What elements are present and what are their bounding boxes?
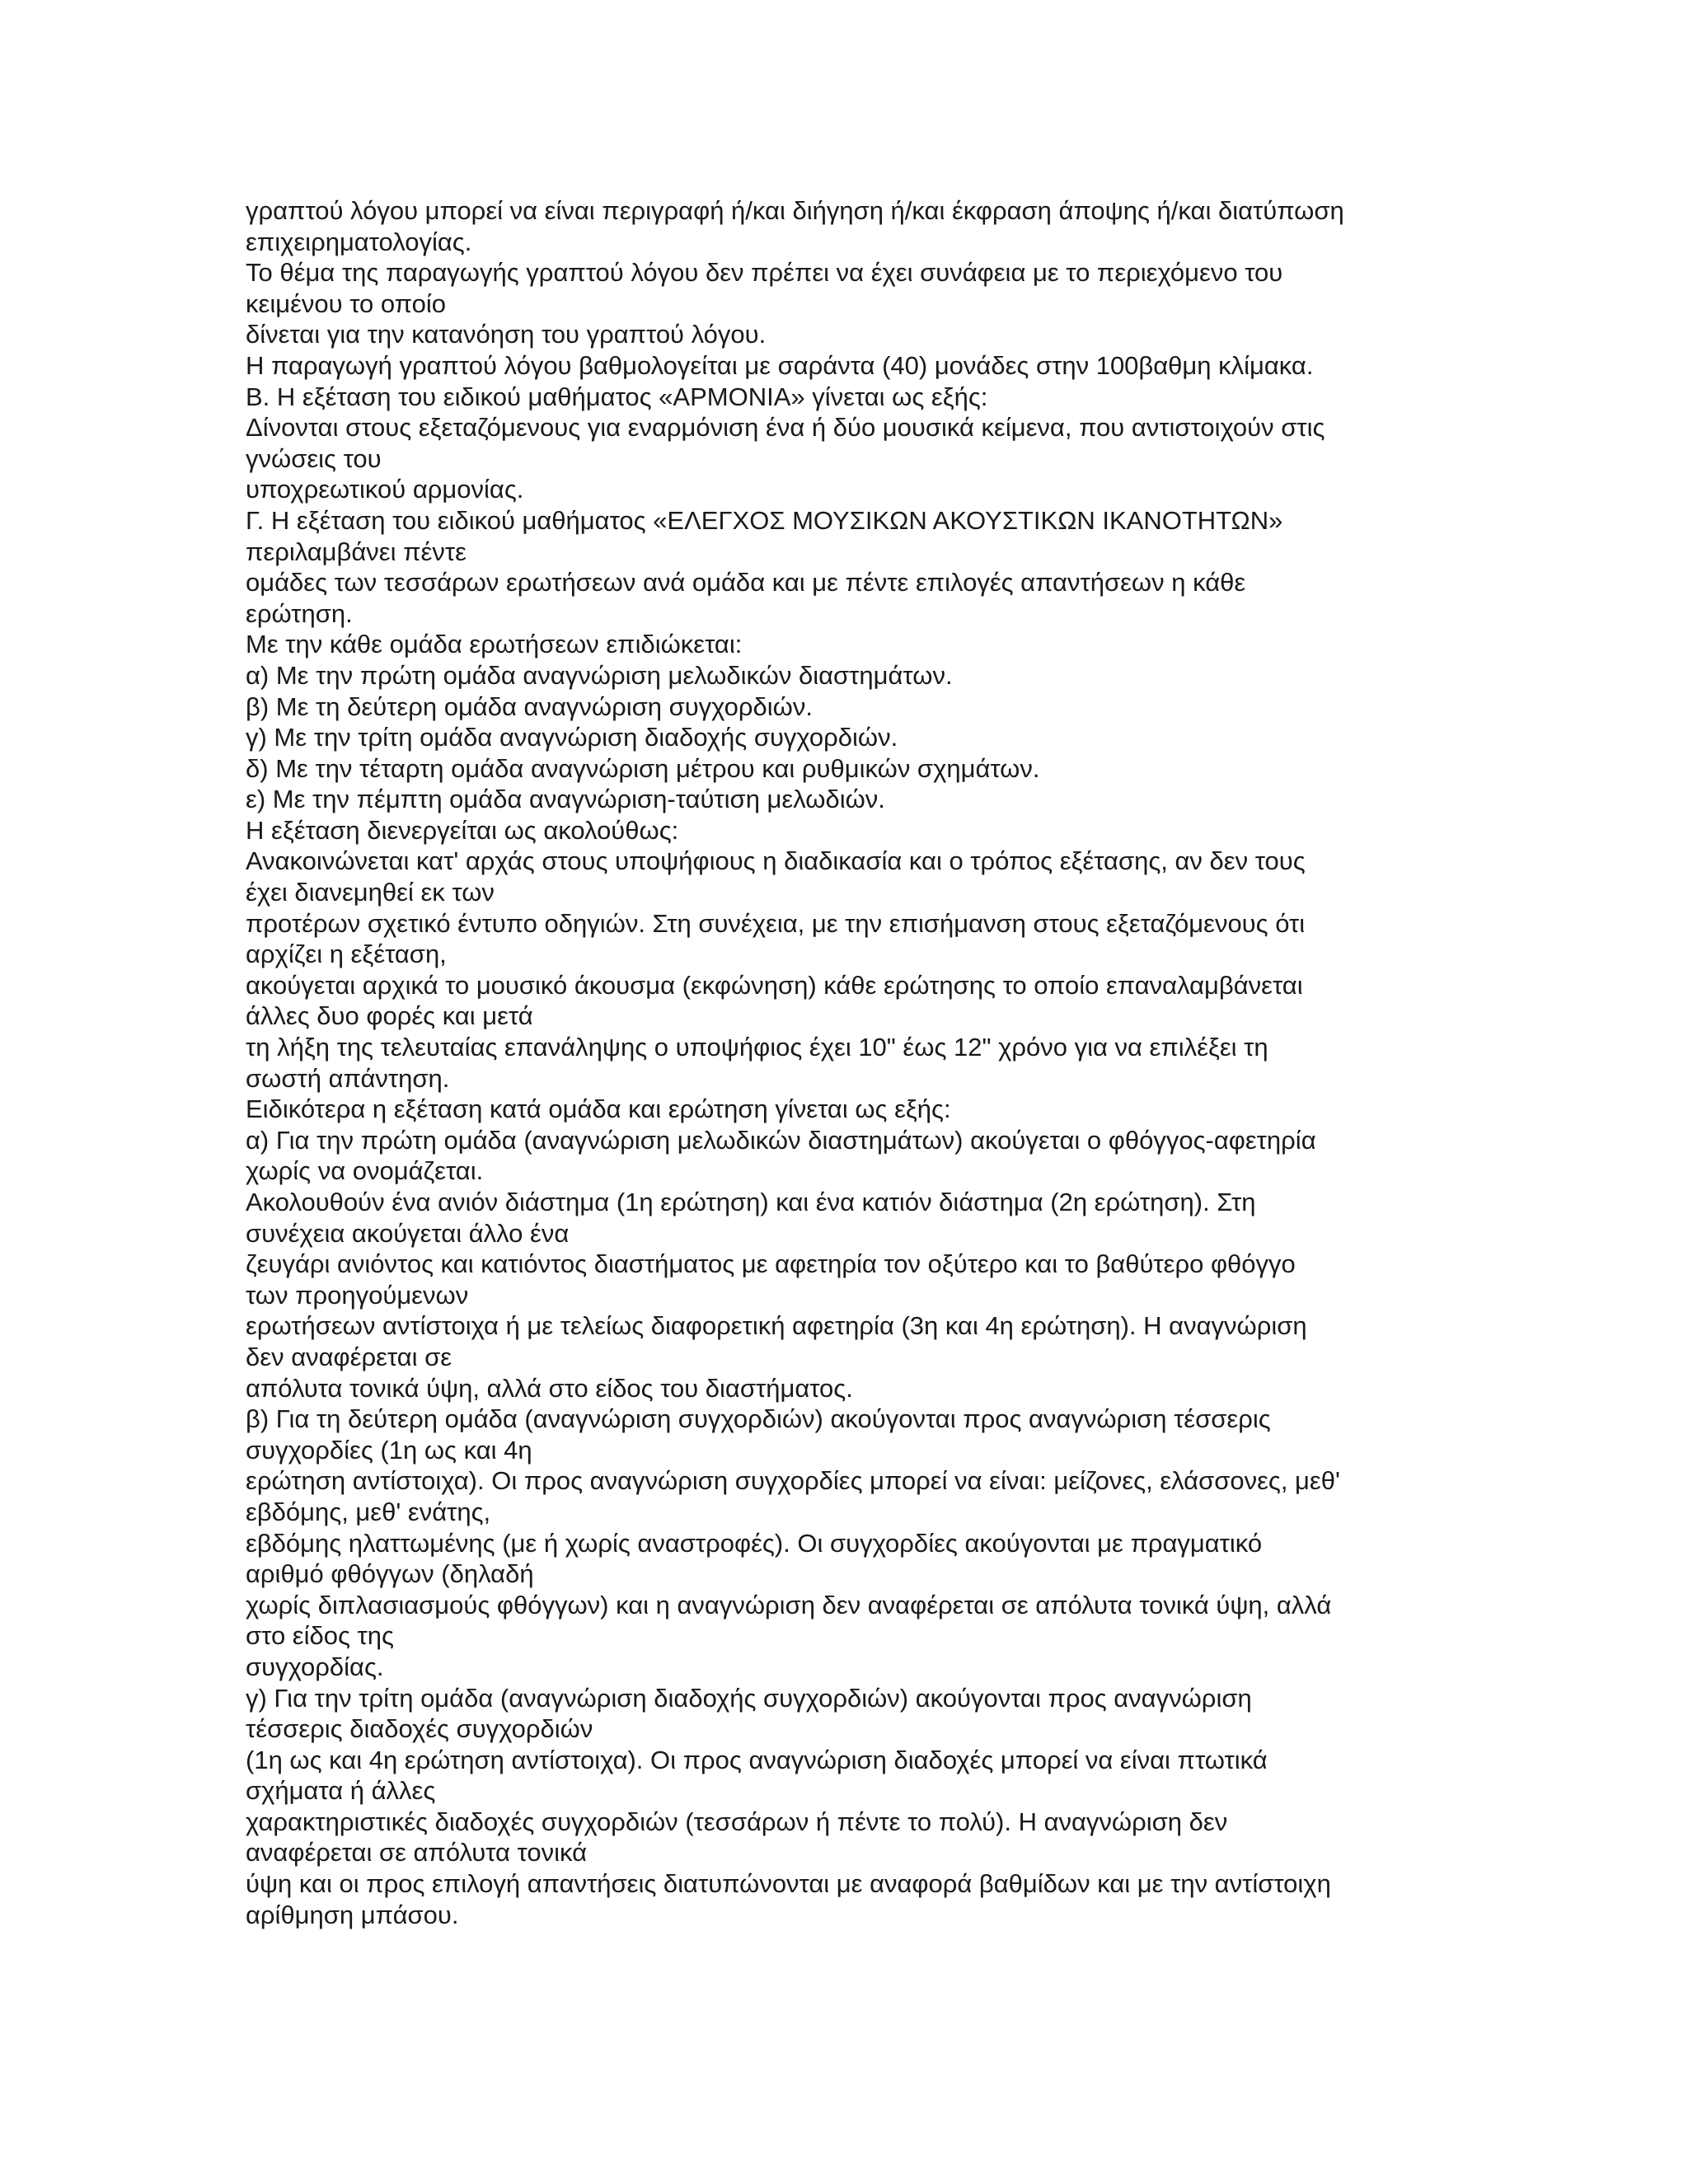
text-line: γ) Με την τρίτη ομάδα αναγνώριση διαδοχής συγχορδιών. — [246, 723, 898, 752]
text-line: κειμένου το οποίο — [246, 288, 446, 318]
text-line: συνέχεια ακούγεται άλλο ένα — [246, 1218, 570, 1248]
text-line: χωρίς να ονομάζεται. — [246, 1156, 484, 1186]
text-line: β) Για τη δεύτερη ομάδα (αναγνώριση συγχορδιών) ακούγονται προς αναγνώριση τέσσερις — [246, 1404, 1271, 1434]
text-line: ερωτήσεων αντίστοιχα ή με τελείως διαφορετική αφετηρία (3η και 4η ερώτηση). Η αναγνώριση — [246, 1311, 1307, 1341]
text-line: δ) Με την τέταρτη ομάδα αναγνώριση μέτρου και ρυθμικών σχημάτων. — [246, 753, 1040, 783]
text-line: προτέρων σχετικό έντυπο οδηγιών. Στη συνέχεια, με την επισήμανση στους εξεταζόμενους ότι — [246, 908, 1306, 938]
text-line: αρχίζει η εξέταση, — [246, 940, 447, 969]
text-line: εβδόμης, μεθ' ενάτης, — [246, 1497, 491, 1526]
text-line: σωστή απάντηση. — [246, 1063, 450, 1093]
text-line: συγχορδίες (1η ως και 4η — [246, 1435, 532, 1465]
text-line: ζευγάρι ανιόντος και κατιόντος διαστήματος με αφετηρία τον οξύτερο και το βαθύτερο φθόγγο — [246, 1249, 1296, 1279]
text-line: Ειδικότερα η εξέταση κατά ομάδα και ερώτηση γίνεται ως εξής: — [246, 1094, 951, 1124]
text-line: γνώσεις του — [246, 443, 382, 473]
text-line: τη λήξη της τελευταίας επανάληψης ο υποψήφιος έχει 10" έως 12" χρόνο για να επιλέξει τη — [246, 1033, 1268, 1062]
text-line: Με την κάθε ομάδα ερωτήσεων επιδιώκεται: — [246, 630, 743, 659]
text-line: β) Με τη δεύτερη ομάδα αναγνώριση συγχορδιών. — [246, 691, 813, 721]
text-line: σχήματα ή άλλες — [246, 1776, 436, 1806]
text-line: Ακολουθούν ένα ανιόν διάστημα (1η ερώτηση) και ένα κατιόν διάστημα (2η ερώτηση). Στη — [246, 1188, 1256, 1216]
text-line: Β. Η εξέταση του ειδικού μαθήματος «ΑΡΜΟΝΙΑ» γίνεται ως εξής: — [246, 382, 988, 411]
text-line: ομάδες των τεσσάρων ερωτήσεων ανά ομάδα και με πέντε επιλογές απαντήσεων η κάθε — [246, 568, 1246, 598]
text-line: δίνεται για την κατανόηση του γραπτού λόγου. — [246, 320, 767, 349]
text-line: Δίνονται στους εξεταζόμενους για εναρμόνιση ένα ή δύο μουσικά κείμενα, που αντιστοιχούν στις — [246, 413, 1325, 443]
text-line: άλλες δυο φορές και μετά — [246, 1001, 533, 1031]
text-line: αρίθμηση μπάσου. — [246, 1900, 459, 1929]
text-line: γραπτού λόγου μπορεί να είναι περιγραφή ή/και διήγηση ή/και έκφραση άποψης ή/και διατύπωση — [246, 196, 1344, 225]
text-line: ερώτηση αντίστοιχα). Οι προς αναγνώριση συγχορδίες μπορεί να είναι: μείζονες, ελάσσονες, μεθ' — [246, 1466, 1340, 1496]
text-line: περιλαμβάνει πέντε — [246, 537, 467, 566]
text-line: αριθμό φθόγγων (δηλαδή — [246, 1559, 534, 1589]
text-line: α) Για την πρώτη ομάδα (αναγνώριση μελωδικών διαστημάτων) ακούγεται ο φθόγγος-αφετηρία — [246, 1125, 1316, 1155]
text-line: συγχορδίας. — [246, 1652, 384, 1681]
text-line: τέσσερις διαδοχές συγχορδιών — [246, 1714, 593, 1744]
text-line: χαρακτηριστικές διαδοχές συγχορδιών (τεσσάρων ή πέντε το πολύ). Η αναγνώριση δεν — [246, 1807, 1228, 1836]
text-line: ε) Με την πέμπτη ομάδα αναγνώριση-ταύτιση μελωδιών. — [246, 785, 885, 814]
text-line: των προηγούμενων — [246, 1280, 469, 1310]
text-line: δεν αναφέρεται σε — [246, 1342, 452, 1371]
text-line: γ) Για την τρίτη ομάδα (αναγνώριση διαδοχής συγχορδιών) ακούγονται προς αναγνώριση — [246, 1683, 1252, 1713]
text-line: απόλυτα τονικά ύψη, αλλά στο είδος του διαστήματος. — [246, 1373, 853, 1403]
text-line: ύψη και οι προς επιλογή απαντήσεις διατυπώνονται με αναφορά βαθμίδων και με την αντίστοιχη — [246, 1869, 1331, 1899]
text-line: Το θέμα της παραγωγής γραπτού λόγου δεν πρέπει να έχει συνάφεια με το περιεχόμενο του — [246, 258, 1283, 288]
text-line: επιχειρηματολογίας. — [246, 227, 472, 256]
text-line: Ανακοινώνεται κατ' αρχάς στους υποψήφιους η διαδικασία και ο τρόπος εξέτασης, αν δεν τους — [246, 846, 1306, 876]
text-line: ακούγεται αρχικά το μουσικό άκουσμα (εκφώνηση) κάθε ερώτησης το οποίο επαναλαμβάνεται — [246, 970, 1303, 1000]
text-line: χωρίς διπλασιασμούς φθόγγων) και η αναγνώριση δεν αναφέρεται σε απόλυτα τονικά ύψη, αλλά — [246, 1590, 1332, 1619]
text-line: Γ. Η εξέταση του ειδικού μαθήματος «ΕΛΕΓΧΟΣ ΜΟΥΣΙΚΩΝ ΑΚΟΥΣΤΙΚΩΝ ΙΚΑΝΟΤΗΤΩΝ» — [246, 505, 1283, 535]
document-body-text — [246, 195, 1449, 1930]
text-line: Η εξέταση διενεργείται ως ακολούθως: — [246, 815, 679, 845]
text-line: Η παραγωγή γραπτού λόγου βαθμολογείται με σαράντα (40) μονάδες στην 100βαθμη κλίμακα. — [246, 350, 1314, 380]
text-line: ερώτηση. — [246, 598, 353, 628]
text-line: υποχρεωτικού αρμονίας. — [246, 475, 524, 504]
text-line: αναφέρεται σε απόλυτα τονικά — [246, 1838, 588, 1868]
text-line: στο είδος της — [246, 1621, 394, 1651]
text-line: έχει διανεμηθεί εκ των — [246, 878, 495, 907]
text-line: (1η ως και 4η ερώτηση αντίστοιχα). Οι προς αναγνώριση διαδοχές μπορεί να είναι πτωτικά — [246, 1745, 1268, 1774]
text-line: α) Με την πρώτη ομάδα αναγνώριση μελωδικών διαστημάτων. — [246, 660, 953, 690]
text-line: εβδόμης ηλαττωμένης (με ή χωρίς αναστροφές). Οι συγχορδίες ακούγονται με πραγματικό — [246, 1528, 1263, 1558]
